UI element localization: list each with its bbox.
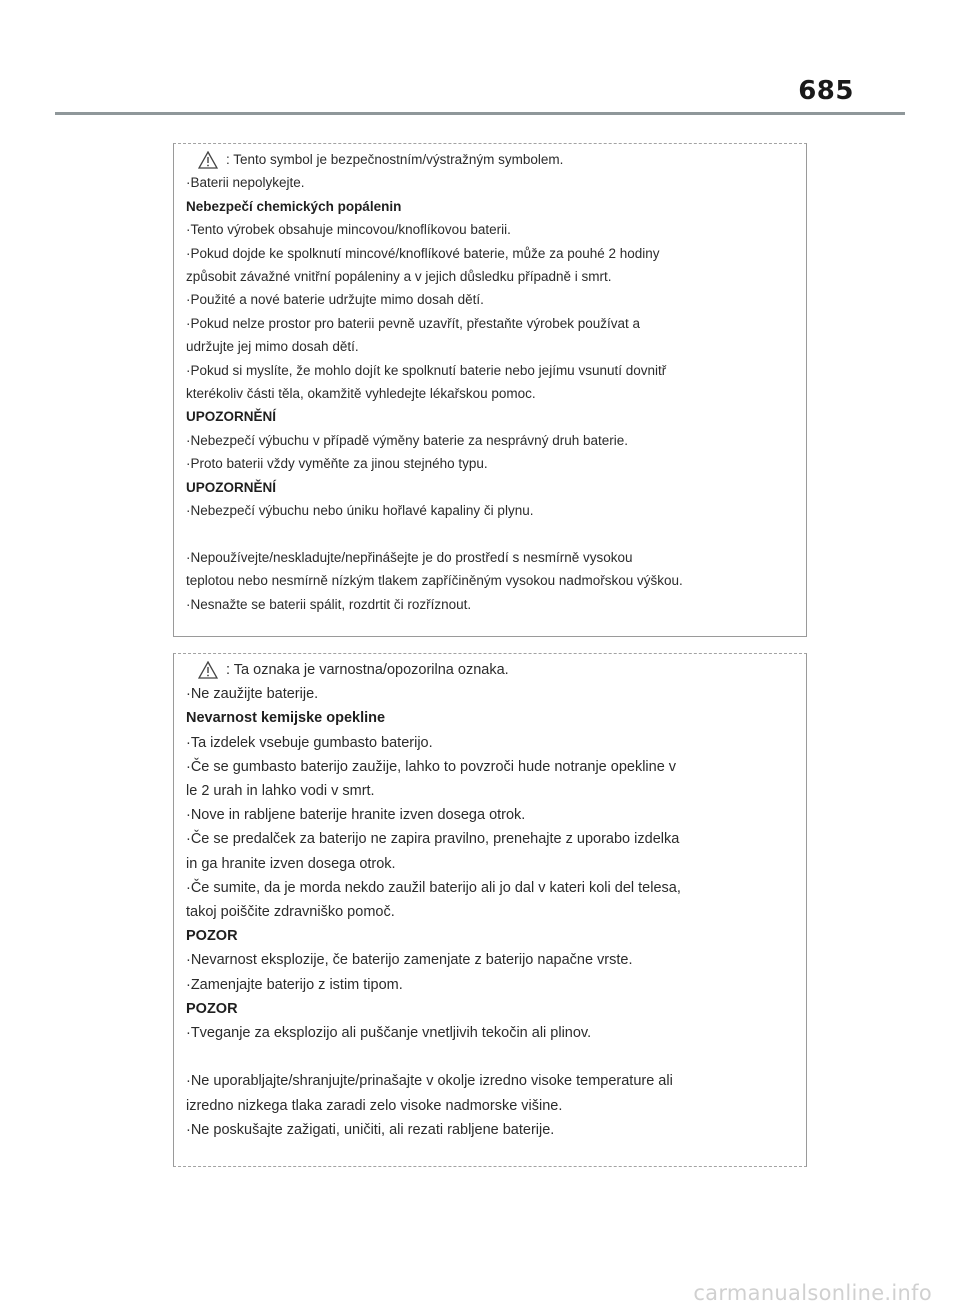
text-line: ·Nove in rabljene baterije hranite izven dosega otrok. [186, 807, 526, 824]
warning-symbol-text: : Tento symbol je bezpečnostním/výstražným symbolem. [226, 152, 564, 167]
text-line: le 2 urah in lahko vodi v smrt. [186, 783, 375, 800]
text-line: ·Če se gumbasto baterijo zaužije, lahko to povzroči hude notranje opekline v [186, 758, 677, 775]
text-line: ·Ta izdelek vsebuje gumbasto baterijo. [186, 734, 433, 751]
text-line: takoj poiščite zdravniško pomoč. [186, 904, 395, 921]
text-line: ·Použité a nové baterie udržujte mimo dosah dětí. [186, 292, 484, 308]
text-line: ·Baterii nepolykejte. [186, 175, 305, 191]
text-line: ·Ne poskušajte zažigati, uničiti, ali rezati rabljene baterije. [186, 1121, 555, 1138]
text-line: ·Nebezpečí výbuchu v případě výměny baterie za nesprávný druh baterie. [186, 432, 628, 448]
text-line: kterékoliv části těla, okamžitě vyhledejte lékařskou pomoc. [186, 386, 536, 402]
warning-symbol-line [186, 148, 796, 171]
text-line: ·Nesnažte se baterii spálit, rozdrtit či rozříznout. [186, 596, 472, 612]
section-heading: UPOZORNĚNÍ [186, 409, 277, 425]
text-line: ·Nevarnost eksplozije, če baterijo zamenjate z baterijo napačne vrste. [186, 952, 633, 969]
spacer [186, 1045, 796, 1069]
text-line: in ga hranite izven dosega otrok. [186, 855, 396, 872]
text-line: ·Ne zaužijte baterije. [186, 686, 319, 703]
header-rule [55, 112, 905, 115]
warning-triangle-icon [198, 151, 218, 169]
section-heading: POZOR [186, 1000, 238, 1017]
spacer [186, 523, 796, 546]
warning-panel-czech [173, 143, 807, 637]
warning-panel-slovenian [173, 653, 807, 1167]
warning-symbol-text: : Ta oznaka je varnostna/opozorilna oznaka. [226, 662, 509, 678]
text-line: ·Tento výrobek obsahuje mincovou/knoflíkovou baterii. [186, 222, 511, 238]
text-line: způsobit závažné vnitřní popáleniny a v jejich důsledku případně i smrt. [186, 269, 612, 285]
text-line: ·Če se predalček za baterijo ne zapira pravilno, prenehajte z uporabo izdelka [186, 831, 680, 848]
text-line: ·Pokud si myslíte, že mohlo dojít ke spolknutí baterie nebo jejímu vsunutí dovnitř [186, 362, 667, 378]
text-line: teplotou nebo nesmírně nízkým tlakem zapříčiněným vysokou nadmořskou výškou. [186, 573, 683, 589]
section-heading: Nevarnost kemijske opekline [186, 710, 386, 727]
page-number: 685 [798, 76, 854, 106]
text-line: ·Ne uporabljajte/shranjujte/prinašajte v okolje izredno visoke temperature ali [186, 1073, 673, 1090]
text-line: ·Pokud dojde ke spolknutí mincové/knoflíkové baterie, může za pouhé 2 hodiny [186, 245, 660, 261]
text-line: ·Nebezpečí výbuchu nebo úniku hořlavé kapaliny či plynu. [186, 503, 534, 519]
text-line: ·Nepoužívejte/neskladujte/nepřinášejte je do prostředí s nesmírně vysokou [186, 549, 633, 565]
section-heading: UPOZORNĚNÍ [186, 479, 277, 495]
text-line: ·Če sumite, da je morda nekdo zaužil baterijo ali jo dal v kateri koli del telesa, [186, 879, 681, 896]
text-line: ·Proto baterii vždy vyměňte za jinou stejného typu. [186, 456, 488, 472]
watermark: carmanualsonline.info [693, 1281, 932, 1305]
section-heading: Nebezpečí chemických popálenin [186, 198, 402, 214]
text-line: ·Pokud nelze prostor pro baterii pevně uzavřít, přestaňte výrobek používat a [186, 315, 640, 331]
section-heading: POZOR [186, 928, 238, 945]
warning-symbol-line [186, 658, 796, 682]
text-line: izredno nizkega tlaka zaradi zelo visoke nadmorske višine. [186, 1097, 563, 1114]
text-line: udržujte jej mimo dosah dětí. [186, 339, 359, 355]
warning-triangle-icon [198, 661, 218, 679]
text-line: ·Tveganje za eksplozijo ali puščanje vnetljivih tekočin ali plinov. [186, 1025, 592, 1042]
text-line: ·Zamenjajte baterijo z istim tipom. [186, 976, 403, 993]
